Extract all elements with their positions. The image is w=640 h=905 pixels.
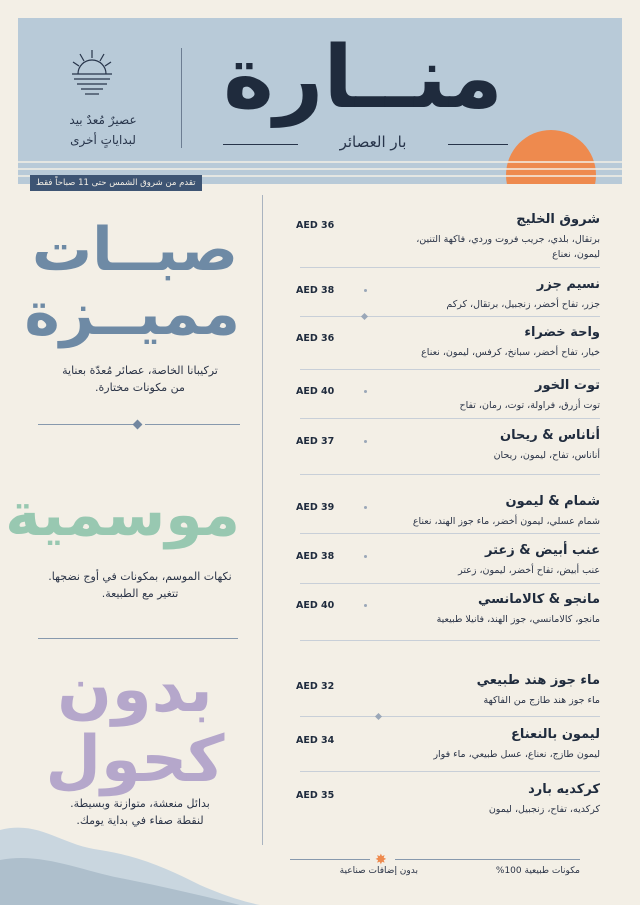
row-divider [300, 418, 600, 419]
dot-icon [364, 440, 367, 443]
section-title-signature: صبــات مميــزة [24, 215, 240, 349]
no-additives-note: بدون إضافات صناعية [339, 866, 418, 876]
footer-rule-right [395, 859, 580, 860]
subtitle-rule-right [448, 144, 508, 145]
tagline: عصيرٌ مُعدٌ بيد لبداياتٍ أخرى [69, 113, 137, 147]
dot-icon [364, 604, 367, 607]
header-banner [18, 18, 622, 184]
separator [145, 424, 240, 425]
section-desc-alcohol-free: بدائل منعشة، متوازنة وبسيطة. لنقطة صفاء في بداية يومك. [70, 797, 210, 827]
subtitle-rule-left [223, 144, 298, 145]
diamond-icon [133, 420, 143, 430]
row-divider [300, 716, 600, 717]
sea-wave-illustration [0, 790, 260, 905]
row-divider [300, 583, 600, 584]
footer-rule-left [290, 859, 370, 860]
section-desc-signature: تركيبانا الخاصة، عصائر مُعدّة بعناية من مكونات مختارة. [62, 364, 218, 394]
row-divider [300, 369, 600, 370]
star-icon: ✸ [375, 852, 387, 868]
dot-icon [364, 555, 367, 558]
section-title-seasonal: موسمية [5, 480, 240, 550]
brand-title: منــارة [223, 28, 503, 128]
hours-badge: تقدم من شروق الشمس حتى 11 صباحاً فقط [30, 175, 202, 191]
section-desc-seasonal: نكهات الموسم، بمكونات في أوج نضجها. تتغير مع الطبيعة. [48, 570, 232, 600]
natural-ingredients-note: مكونات طبيعية 100% [495, 866, 580, 876]
header-divider [181, 48, 182, 148]
separator [38, 638, 238, 639]
separator [38, 424, 133, 425]
dot-icon [364, 390, 367, 393]
dot-icon [364, 506, 367, 509]
row-divider [300, 533, 600, 534]
row-divider [300, 640, 600, 641]
row-divider [300, 771, 600, 772]
section-title-alcohol-free: بدون كحول [45, 653, 225, 797]
row-divider [300, 316, 600, 317]
row-divider [300, 474, 600, 475]
brand-subtitle: بار العصائر [339, 133, 407, 151]
sun-logo-icon [70, 48, 114, 104]
column-divider [262, 195, 263, 845]
row-divider [300, 267, 600, 268]
dot-icon [364, 289, 367, 292]
